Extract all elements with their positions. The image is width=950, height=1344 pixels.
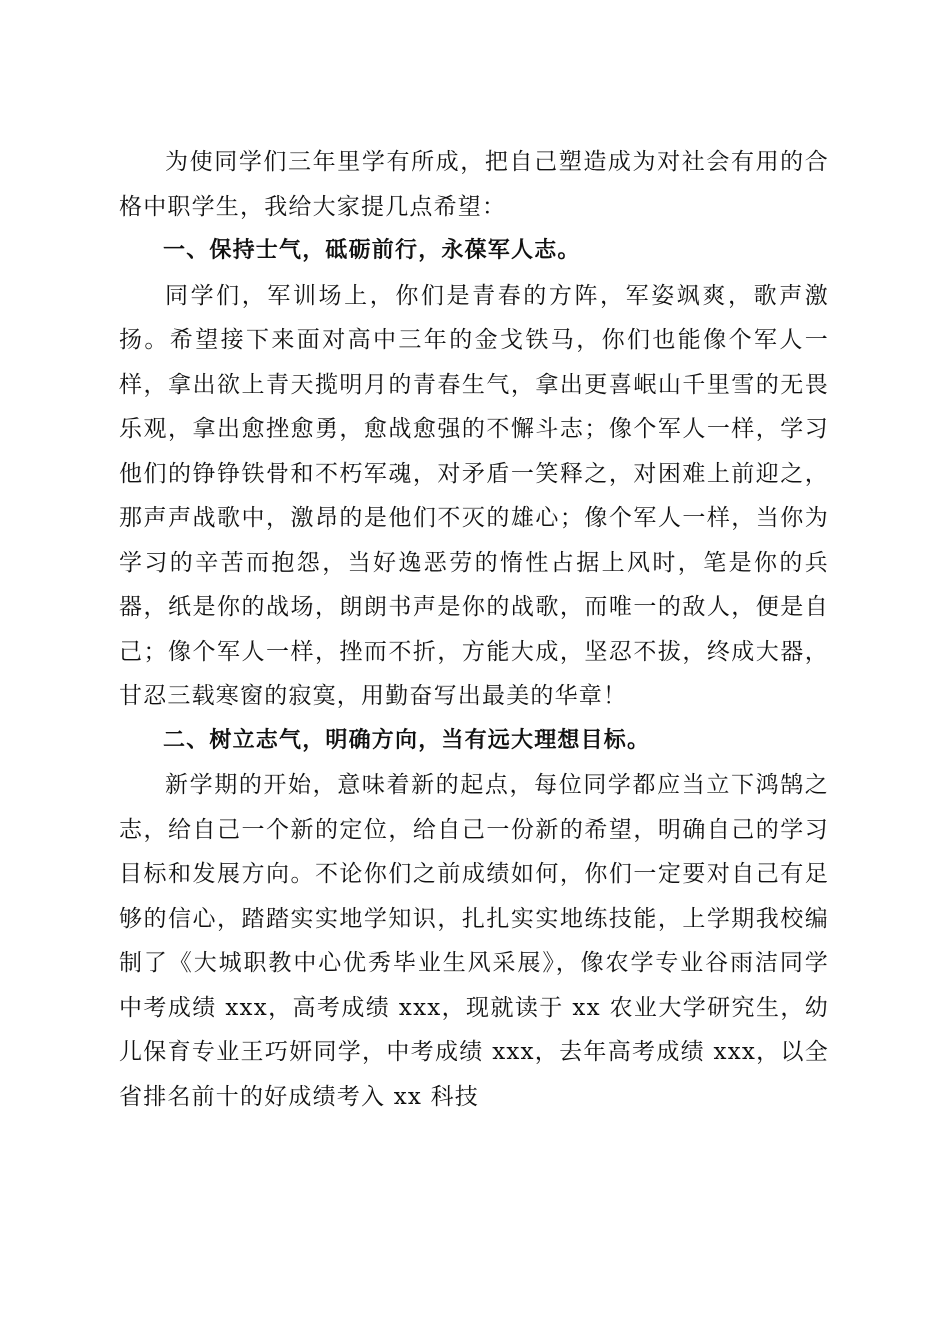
- section-2-paragraph: 新学期的开始，意味着新的起点，每位同学都应当立下鸿鹄之志，给自己一个新的定位，给自己一份新的希望，明确自己的学习目标和发展方向。不论你们之前成绩如何，你们一定要对自己有足够的信心，踏踏实实地学知识，扎扎实实地练技能，上学期我校编制了《大城职教中心优秀毕业生风采展》，像农学专业谷雨洁同学中考成绩 xxx，高考成绩 xxx，现就读于 xx 农业大学研究生，幼儿保育专业王巧妍同学，中考成绩 xxx，去年高考成绩 xxx，以全省排名前十的好成绩考入 xx 科技: [119, 772, 829, 1110]
- intro-paragraph: 为使同学们三年里学有所成，把自己塑造成为对社会有用的合格中职学生，我给大家提几点希望：: [119, 149, 829, 220]
- section-2-heading: 二、树立志气，明确方向，当有远大理想目标。: [163, 727, 651, 753]
- document-body: [119, 140, 829, 1119]
- section-1-paragraph: 同学们，军训场上，你们是青春的方阵，军姿飒爽，歌声激扬。希望接下来面对高中三年的金戈铁马，你们也能像个军人一样，拿出欲上青天揽明月的青春生气，拿出更喜岷山千里雪的无畏乐观，拿出愈挫愈勇，愈战愈强的不懈斗志；像个军人一样，学习他们的铮铮铁骨和不朽军魂，对矛盾一笑释之，对困难上前迎之，那声声战歌中，激昂的是他们不灭的雄心；像个军人一样，当你为学习的辛苦而抱怨，当好逸恶劳的惰性占据上风时，笔是你的兵器，纸是你的战场，朗朗书声是你的战歌，而唯一的敌人，便是自己；像个军人一样，挫而不折，方能大成，坚忍不拔，终成大器，甘忍三载寒窗的寂寞，用勤奋写出最美的华章！: [119, 282, 829, 709]
- section-1-heading: 一、保持士气，砥砺前行，永葆军人志。: [163, 238, 581, 263]
